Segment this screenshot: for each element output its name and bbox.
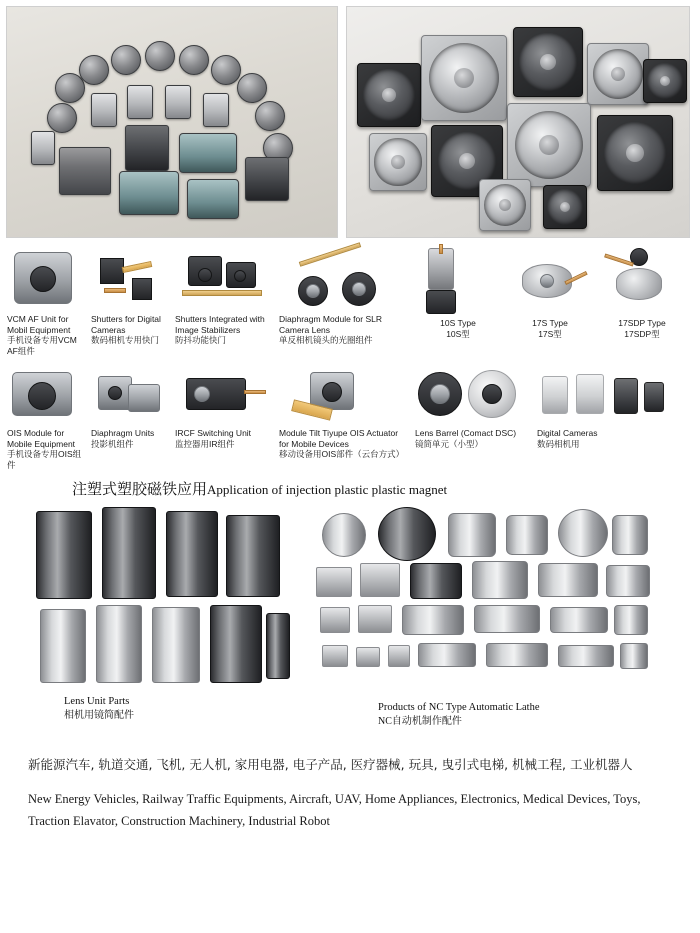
lens-unit-parts-photo [28,505,296,740]
component-grid [0,238,700,472]
section-title-cn: 注塑式塑胶磁铁应用 [72,480,208,498]
caption-cn: 17S型 [538,328,562,339]
caption-cn: 投影机组件 [91,438,134,449]
caption-cn: 防抖功能快门 [175,335,227,345]
grid-cell-10s-type [412,242,504,356]
component-grid-row-2 [4,362,696,470]
caption-en: Lens Unit Parts [64,696,130,707]
grid-cell-diaphragm-units [88,362,172,470]
caption-en: 17SDP Type [618,318,666,328]
section-title-en: Application of injection plastic plastic magnet [207,482,448,497]
grid-cell-17s-type [504,242,596,356]
grid-cell-17sdp-type [596,242,688,356]
grid-cell-module-tilt-ois [276,362,412,470]
bottom-text-block [0,740,700,832]
component-grid-row-1 [4,242,696,356]
caption-cn: 数码相机专用快门 [91,335,160,345]
caption-cn: 17SDP型 [624,328,660,339]
grid-cell-lens-barrel [412,362,534,470]
caption-en: Products of NC Type Automatic Lathe [378,702,540,713]
caption-cn: 单反相机镜头的光圈组件 [279,335,373,345]
grid-cell-diaphragm-slr [276,242,412,356]
caption-cn: 数码相机用 [537,438,580,449]
section-title [0,472,700,503]
caption-en: Digital Cameras [537,428,598,438]
vcm-motor-array-photo [6,6,338,238]
top-photo-row [0,0,700,238]
caption-cn: NC自动机制作配件 [378,716,462,727]
caption-cn: 镜简单元（小型） [415,438,484,449]
caption-en: Shutters for Digital Cameras [91,314,161,335]
caption-en: IRCF Switching Unit [175,428,252,438]
grid-cell-vcm-af-unit [4,242,88,356]
grid-cell-shutters-image-stabilizers [172,242,276,356]
lens-unit-parts-caption [64,695,134,723]
caption-en: VCM AF Unit for Mobil Equipment [7,314,71,335]
grid-cell-ois-module [4,362,88,470]
cooling-fan-array-photo [346,6,690,238]
caption-cn: 相机用镜简配件 [64,710,134,721]
nc-lathe-products-caption [378,701,540,729]
grid-cell-ircf-switching-unit [172,362,276,470]
grid-cell-digital-cameras [534,362,672,470]
mid-photo-row [0,503,700,740]
caption-en: 17S Type [532,318,568,328]
caption-cn: 10S型 [446,328,470,339]
caption-cn: 监控器用IR组件 [175,438,235,449]
applications-list-en: New Energy Vehicles, Railway Traffic Equipments, Aircraft, UAV, Home Appliances, Electronics, Medical Devices, Toys, Traction Elavator, Construction Machinery, Industrial Robot [28,792,641,828]
caption-en: 10S Type [440,318,476,328]
caption-en: Diaphragm Module for SLR Camera Lens [279,314,382,335]
nc-lathe-products-photo [306,505,656,740]
caption-en: Module Tilt Tiyupe OIS Actuator for Mobile Devices [279,428,399,449]
applications-list-cn: 新能源汽车, 轨道交通, 飞机, 无人机, 家用电器, 电子产品, 医疗器械, 玩具, 曳引式电梯, 机械工程, 工业机器人 [28,757,633,772]
caption-en: Diaphragm Units [91,428,155,438]
caption-cn: 手机设备专用VCM AF组件 [7,335,77,356]
caption-en: Lens Barrel (Comact DSC) [415,428,517,438]
grid-cell-shutters-digital-cameras [88,242,172,356]
caption-cn: 移动设备用OIS部件（云台方式） [279,449,405,459]
caption-cn: 手机设备专用OIS组件 [7,449,82,470]
caption-en: Shutters Integrated with Image Stabilizers [175,314,265,335]
caption-en: OIS Module for Mobile Equipment [7,428,76,449]
